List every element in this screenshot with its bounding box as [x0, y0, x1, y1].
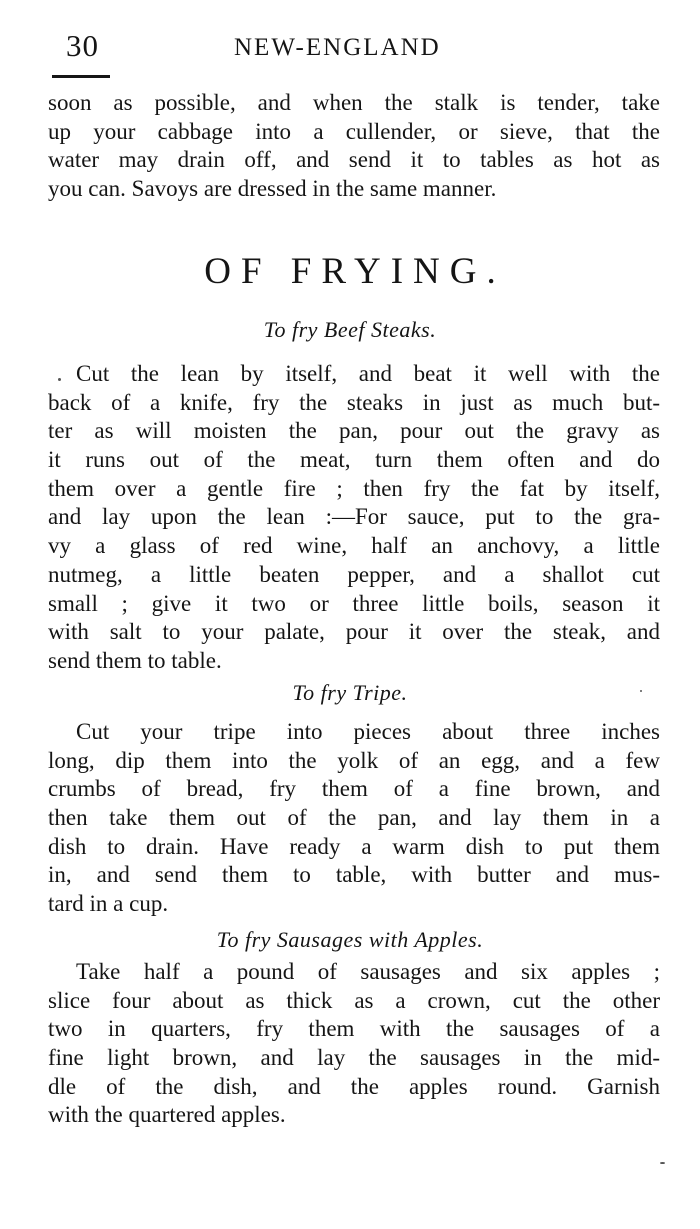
recipe-title-beef-steaks: To fry Beef Steaks. [263, 317, 437, 342]
text-line: small ; give it two or three little boils, season it [48, 590, 660, 616]
recipe-body-sausages-with-apples [48, 958, 660, 1130]
text-line: in, and send them to table, with butter and mus- [48, 862, 660, 888]
header-rule [52, 75, 110, 78]
recipe-body-beef-steaks [48, 360, 660, 676]
text-line: crumbs of bread, fry them of a fine brown, and [48, 776, 660, 802]
text-line: nutmeg, a little beaten pepper, and a shallot cut [48, 561, 660, 587]
text-line: dle of the dish, and the apples round. Garnish [48, 1073, 660, 1099]
ink-speck [640, 690, 642, 692]
text-line: long, dip them into the yolk of an egg, and a few [48, 747, 660, 773]
text-line: you can. Savoys are dressed in the same manner. [48, 176, 497, 202]
text-line: dish to drain. Have ready a warm dish to put them [48, 833, 660, 859]
recipe-body-tripe [48, 718, 660, 919]
text-line: Cut your tripe into pieces about three inches [76, 719, 660, 744]
recipe-title-tripe: To fry Tripe. [292, 680, 408, 705]
recipe-title-sausages-with-apples: To fry Sausages with Apples. [216, 927, 484, 952]
text-line: them over a gentle fire ; then fry the fat by itself, [48, 475, 660, 501]
text-line: it runs out of the meat, turn them often and do [48, 447, 660, 473]
text-line: Take half a pound of sausages and six apples ; [76, 959, 660, 984]
running-head [66, 28, 660, 68]
running-title: NEW-ENGLAND [234, 34, 441, 61]
text-line: tard in a cup. [48, 891, 169, 917]
text-line: slice four about as thick as a crown, cut the other [48, 987, 660, 1013]
text-line: with salt to your palate, pour it over the steak, and [48, 619, 660, 645]
text-line: with the quartered apples. [48, 1102, 286, 1128]
continuation-paragraph [48, 89, 660, 204]
text-line: water may drain off, and send it to tables as hot as [48, 147, 660, 173]
text-line: two in quarters, fry them with the sausages of a [48, 1016, 660, 1042]
page-number: 30 [66, 28, 99, 63]
text-line: up your cabbage into a cullender, or sieve, that the [48, 118, 660, 144]
text-line: send them to table. [48, 647, 222, 673]
text-line: vy a glass of red wine, half an anchovy, a little [48, 533, 660, 559]
text-line: then take them out of the pan, and lay them in a [48, 805, 660, 831]
text-line: and lay upon the lean :—For sauce, put to the gra- [48, 504, 660, 530]
ink-speck [660, 1162, 665, 1164]
ink-speck [58, 378, 61, 381]
text-line: fine light brown, and lay the sausages in the mid- [48, 1045, 660, 1071]
section-title: OF FRYING. [204, 251, 506, 292]
text-line: back of a knife, fry the steaks in just as much but- [48, 389, 660, 415]
text-line: Cut the lean by itself, and beat it well with the [76, 361, 660, 386]
text-line: soon as possible, and when the stalk is tender, take [48, 90, 660, 115]
text-line: ter as will moisten the pan, pour out the gravy as [48, 418, 660, 444]
